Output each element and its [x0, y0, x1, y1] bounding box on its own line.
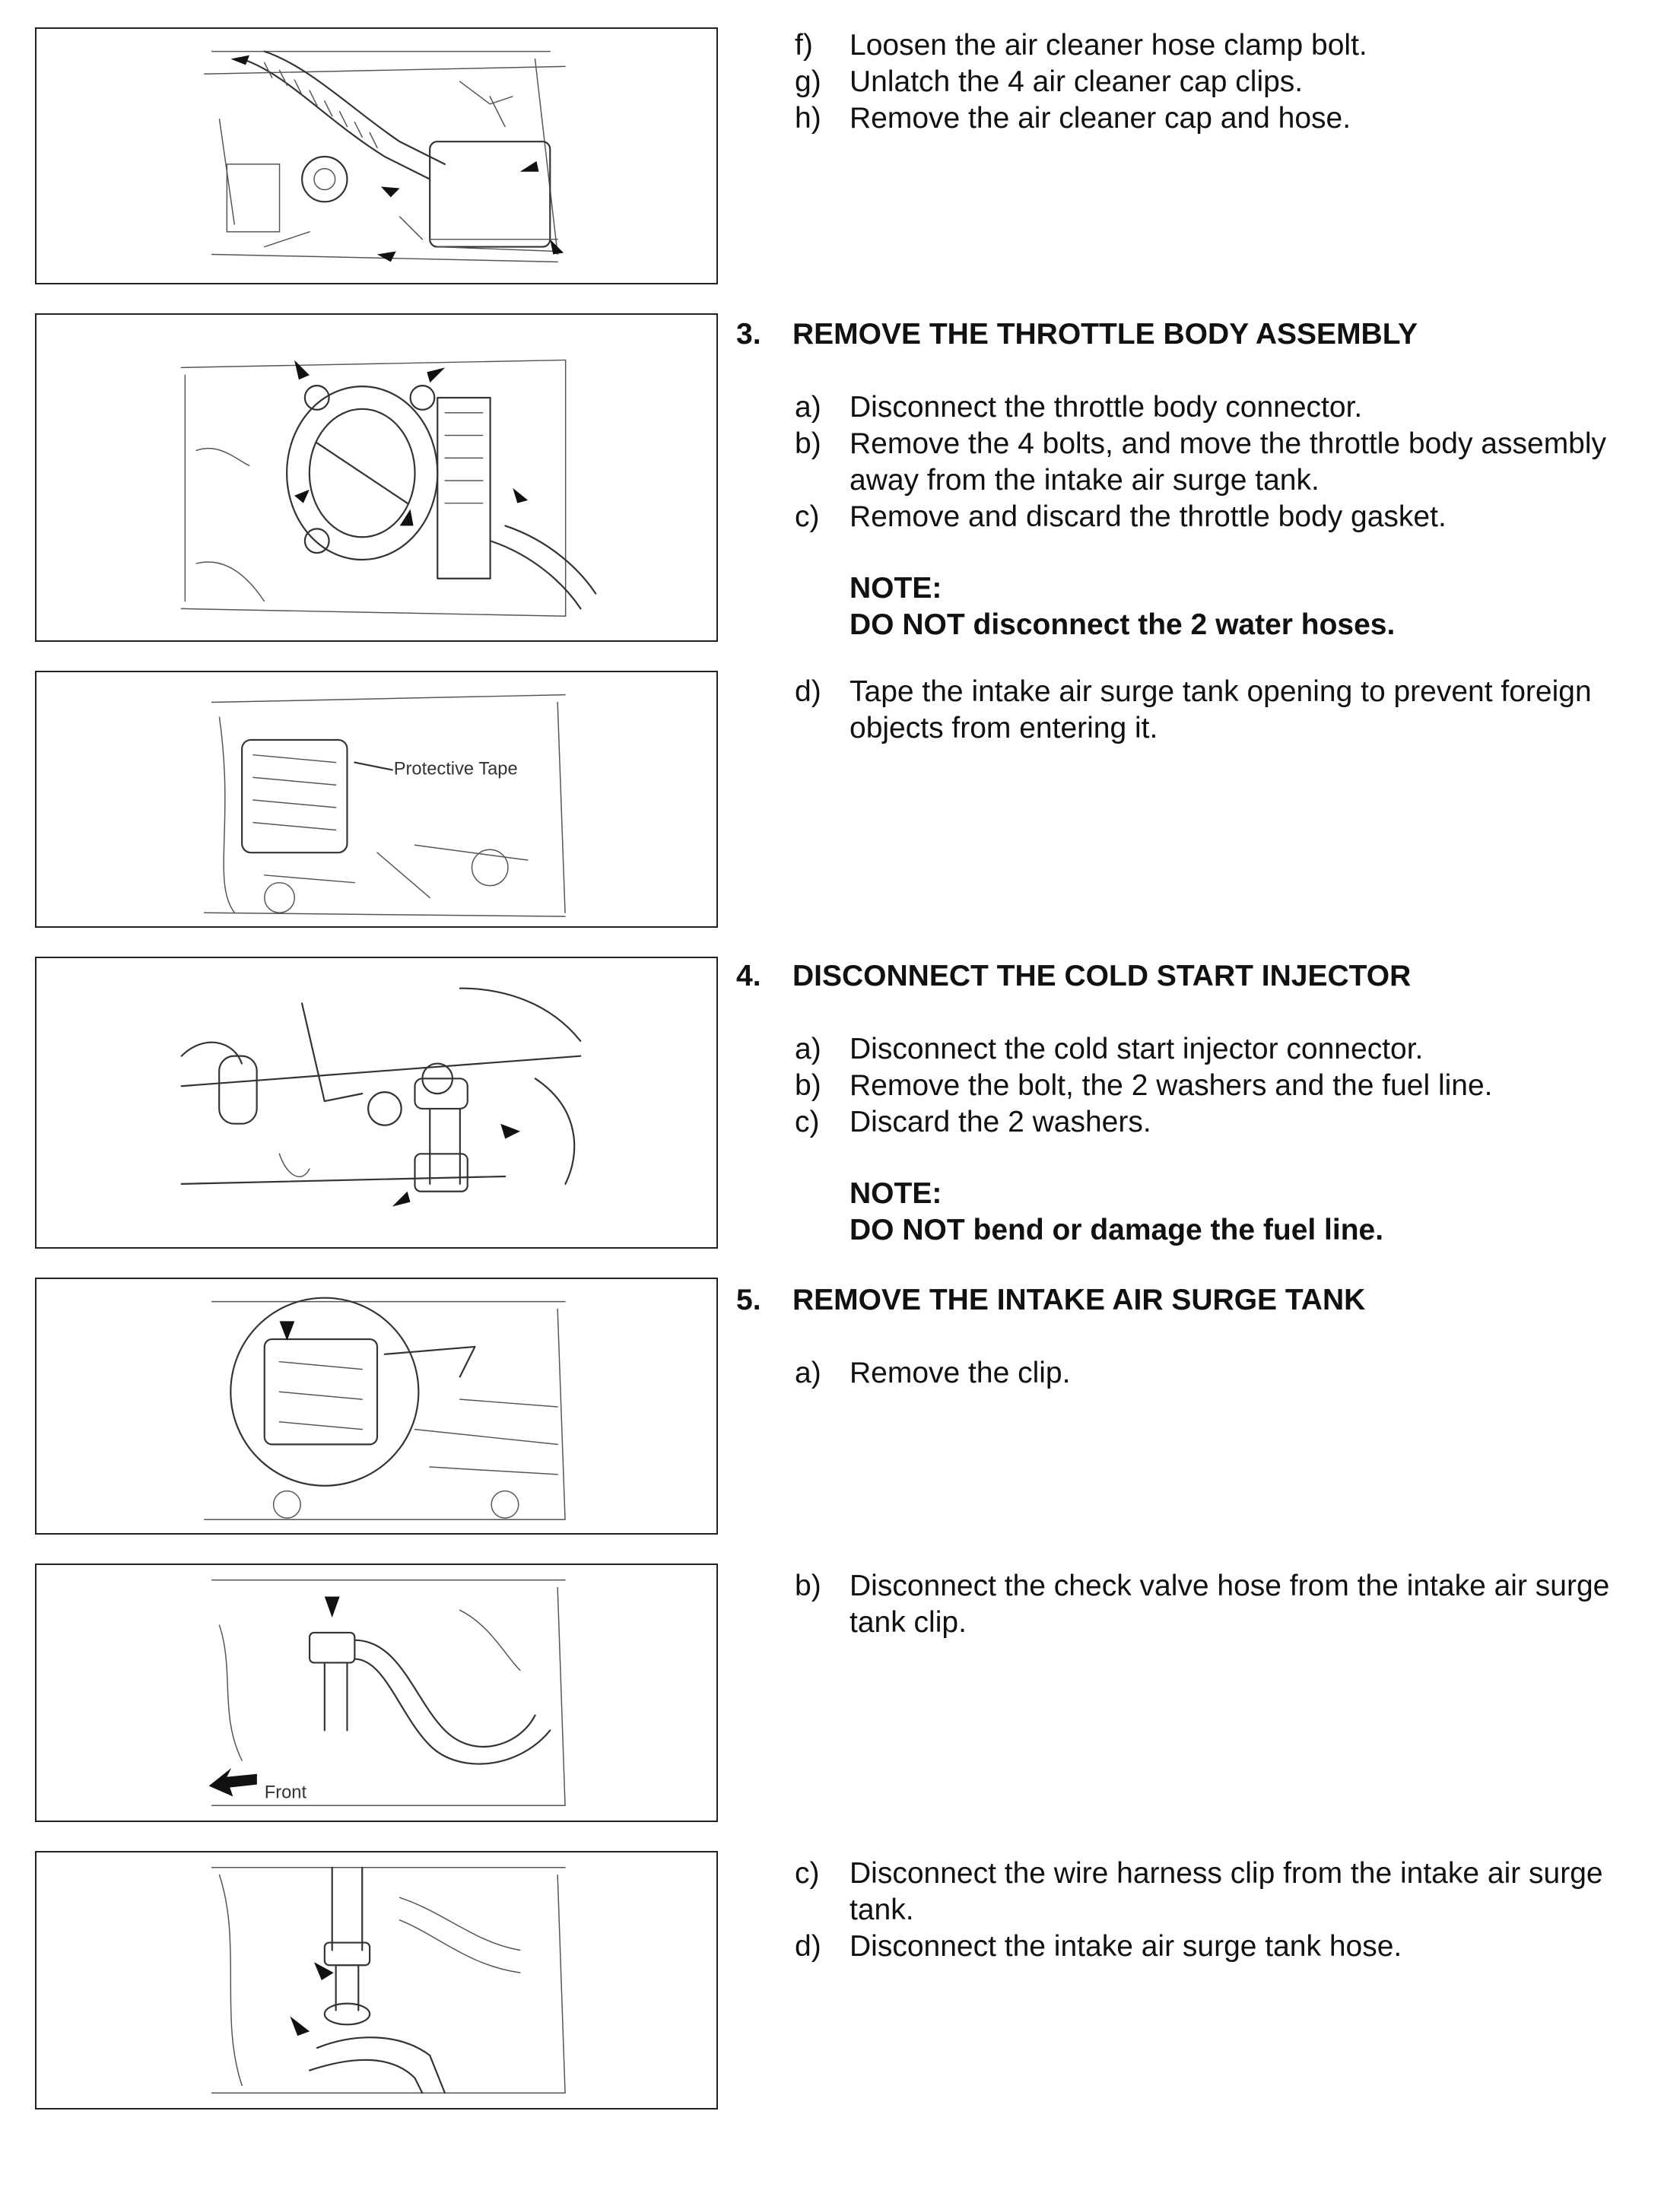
section-4-note [850, 1176, 1383, 1249]
note-text: DO NOT bend or damage the fuel line. [850, 1214, 1384, 1246]
protective-tape-label: Protective Tape [393, 759, 518, 779]
step-marker: a) [795, 1357, 821, 1389]
step-4b [795, 1068, 1662, 1104]
step-marker: f) [795, 29, 813, 62]
arrow-bolt-4 [400, 510, 414, 526]
step-marker: b) [795, 1570, 821, 1602]
section-title: REMOVE THE THROTTLE BODY ASSEMBLY [792, 318, 1418, 351]
step-marker: b) [795, 1069, 821, 1102]
note-label: NOTE: [850, 1177, 942, 1210]
step-text: Remove and discard the throttle body gasket. [850, 500, 1447, 533]
front-direction-arrow [209, 1768, 257, 1797]
check-valve-hose-illustration [37, 1565, 716, 1821]
step-marker: c) [795, 500, 820, 533]
section-number: 4. [736, 960, 761, 992]
step-marker: d) [795, 1930, 821, 1963]
step-marker: a) [795, 1033, 821, 1065]
step-f [795, 27, 1662, 64]
step-3c [795, 499, 1662, 535]
step-marker: a) [795, 391, 821, 424]
arrow-connector [392, 1192, 411, 1207]
arrow-clip-2 [381, 187, 400, 198]
step-text: Disconnect the wire harness clip from the intake air surge tank. [850, 1857, 1603, 1926]
step-5a [795, 1355, 1662, 1392]
arrow-check-valve-clip [325, 1597, 340, 1618]
arrow-bolt-2 [427, 367, 445, 383]
step-text: Tape the intake air surge tank opening to prevent foreign objects from entering it. [850, 675, 1592, 744]
step-text: Disconnect the check valve hose from the intake air surge tank clip. [850, 1570, 1610, 1639]
step-h [795, 100, 1662, 137]
step-marker: g) [795, 65, 821, 98]
air-cleaner-illustration [37, 29, 716, 283]
arrow-connector [513, 488, 528, 503]
step-marker: c) [795, 1857, 820, 1890]
step-4c [795, 1104, 1662, 1141]
step-text: Unlatch the 4 air cleaner cap clips. [850, 65, 1304, 98]
figure-protective-tape [35, 671, 718, 928]
figure-surge-tank-hose [35, 1851, 718, 2110]
section-title: REMOVE THE INTAKE AIR SURGE TANK [792, 1284, 1366, 1316]
step-marker: h) [795, 102, 821, 135]
note-label: NOTE: [850, 572, 942, 605]
step-text: Remove the bolt, the 2 washers and the fuel line. [850, 1069, 1493, 1102]
step-3b [795, 426, 1662, 499]
figure-throttle-body [35, 313, 718, 642]
step-text: Loosen the air cleaner hose clamp bolt. [850, 29, 1367, 62]
step-5b [795, 1568, 1662, 1641]
arrow-bolt [500, 1124, 520, 1139]
cold-start-injector-illustration [37, 958, 716, 1247]
step-g [795, 64, 1662, 100]
step-marker: d) [795, 675, 821, 708]
step-marker: b) [795, 427, 821, 460]
arrow-clip-3 [377, 251, 396, 262]
figure-surge-tank-clip [35, 1278, 718, 1535]
step-text: Disconnect the throttle body connector. [850, 391, 1363, 424]
figure-air-cleaner [35, 27, 718, 284]
arrow-clip-1 [520, 161, 539, 172]
step-text: Remove the air cleaner cap and hose. [850, 102, 1351, 135]
step-text: Disconnect the intake air surge tank hose. [850, 1930, 1402, 1963]
step-4a [795, 1031, 1662, 1068]
front-label: Front [264, 1783, 307, 1803]
step-text: Remove the clip. [850, 1357, 1071, 1389]
step-5c [795, 1856, 1662, 1929]
section-3-note [850, 570, 1395, 643]
figure-check-valve-hose [35, 1563, 718, 1822]
note-text: DO NOT disconnect the 2 water hoses. [850, 608, 1396, 641]
step-text: Disconnect the cold start injector connector. [850, 1033, 1424, 1065]
step-text: Remove the 4 bolts, and move the throttle body assembly away from the intake air surge tank. [850, 427, 1607, 497]
throttle-body-illustration [37, 315, 716, 640]
figure-cold-start-injector [35, 957, 718, 1249]
step-marker: c) [795, 1106, 820, 1138]
arrow-clip-4 [550, 240, 564, 255]
step-3d [795, 674, 1662, 747]
section-number: 5. [736, 1284, 761, 1316]
section-title: DISCONNECT THE COLD START INJECTOR [792, 960, 1412, 992]
step-3a [795, 389, 1662, 426]
arrow-surge-tank-hose [290, 2016, 310, 2036]
section-number: 3. [736, 318, 761, 351]
surge-tank-hose-illustration [37, 1852, 716, 2108]
step-5d [795, 1929, 1662, 1965]
step-text: Discard the 2 washers. [850, 1106, 1151, 1138]
arrow-clip [280, 1321, 295, 1341]
arrow-bolt-1 [294, 360, 310, 379]
protective-tape-illustration [37, 672, 716, 926]
arrow-hose-clamp [230, 56, 249, 65]
arrow-bolt-3 [294, 490, 310, 503]
surge-tank-clip-illustration [37, 1279, 716, 1533]
